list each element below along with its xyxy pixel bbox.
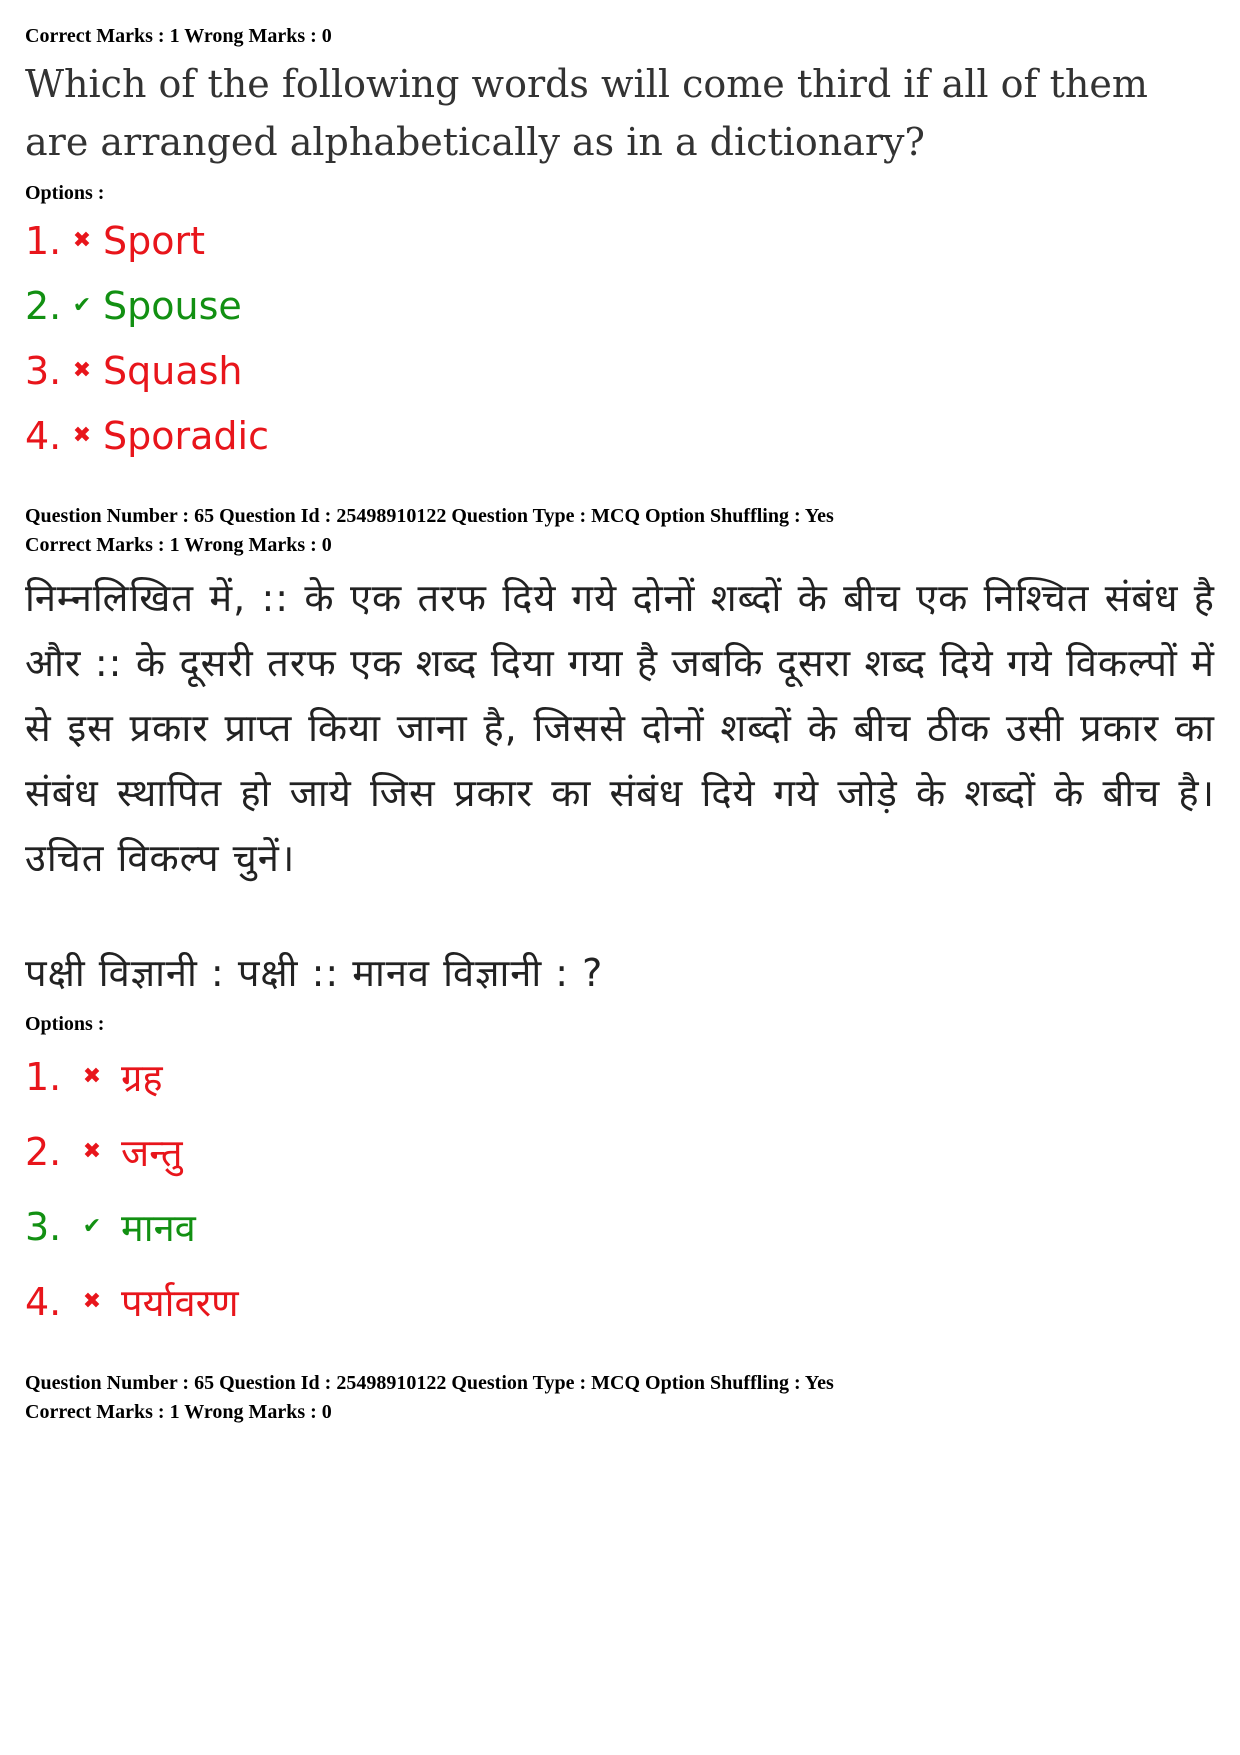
document-page [25,0,1215,1427]
marks-line: Correct Marks : 1 Wrong Marks : 0 [25,534,332,556]
option-4 [25,1264,1215,1339]
option-text: Squash [103,348,243,393]
cross-icon: ✖ [82,1289,102,1314]
option-number: 4. [25,413,62,458]
question-block-2 [25,490,1215,1339]
option-text: पर्यावरण [121,1280,239,1325]
option-text: Sporadic [103,413,269,458]
option-text: Spouse [103,283,242,328]
option-3 [25,1189,1215,1264]
option-text: Sport [103,218,206,263]
cross-icon: ✖ [72,228,92,253]
question-header: Question Number : 65 Question Id : 25498910122 Question Type : MCQ Option Shuffling : Yes [25,1372,834,1394]
option-text: मानव [121,1205,196,1250]
cross-icon: ✖ [72,358,92,383]
option-number: 3. [25,348,62,393]
option-number: 1. [25,218,62,263]
question-header: Question Number : 65 Question Id : 25498910122 Question Type : MCQ Option Shuffling : Yes [25,505,834,527]
option-1 [25,1039,1215,1114]
option-number: 4. [25,1279,62,1324]
question-block-3 [25,1339,1215,1427]
option-2 [25,273,1215,338]
option-1 [25,208,1215,273]
option-number: 3. [25,1204,62,1249]
options-label: Options : [25,1013,105,1035]
option-number: 2. [25,1129,62,1174]
cross-icon: ✖ [82,1139,102,1164]
check-icon: ✔ [72,293,92,318]
option-2 [25,1114,1215,1189]
options-label: Options : [25,182,105,204]
marks-line: Correct Marks : 1 Wrong Marks : 0 [25,25,332,47]
check-icon: ✔ [82,1214,102,1239]
cross-icon: ✖ [82,1064,102,1089]
marks-line: Correct Marks : 1 Wrong Marks : 0 [25,1401,332,1423]
option-number: 1. [25,1054,62,1099]
cross-icon: ✖ [72,423,92,448]
question-text: निम्नलिखित में, :: के एक तरफ दिये गये दोनों शब्दों के बीच एक निश्चित संबंध है और :: के दूसरी तरफ एक शब्द दिया गया है जबकि दूसरा शब्द दिये गये विकल्पों में से इस प्रकार प्राप्त किया जाना है, जिससे दोनों शब्दों के बीच ठीक उसी प्रकार का संबंध स्थापित हो जाये जिस प्रकार का संबंध दिये गये जोड़े के शब्दों के बीच है। उचित विकल्प चुनें। [25,576,1215,880]
option-text: ग्रह [121,1055,163,1100]
option-number: 2. [25,283,62,328]
question-text: Which of the following words will come third if all of them are arranged alphabetically as in a dictionary? [25,62,1148,164]
option-text: जन्तु [121,1130,183,1175]
analogy-pair: पक्षी विज्ञानी : पक्षी :: मानव विज्ञानी : ? [25,951,604,995]
option-4 [25,403,1215,468]
option-3 [25,338,1215,403]
question-block-1 [25,0,1215,468]
